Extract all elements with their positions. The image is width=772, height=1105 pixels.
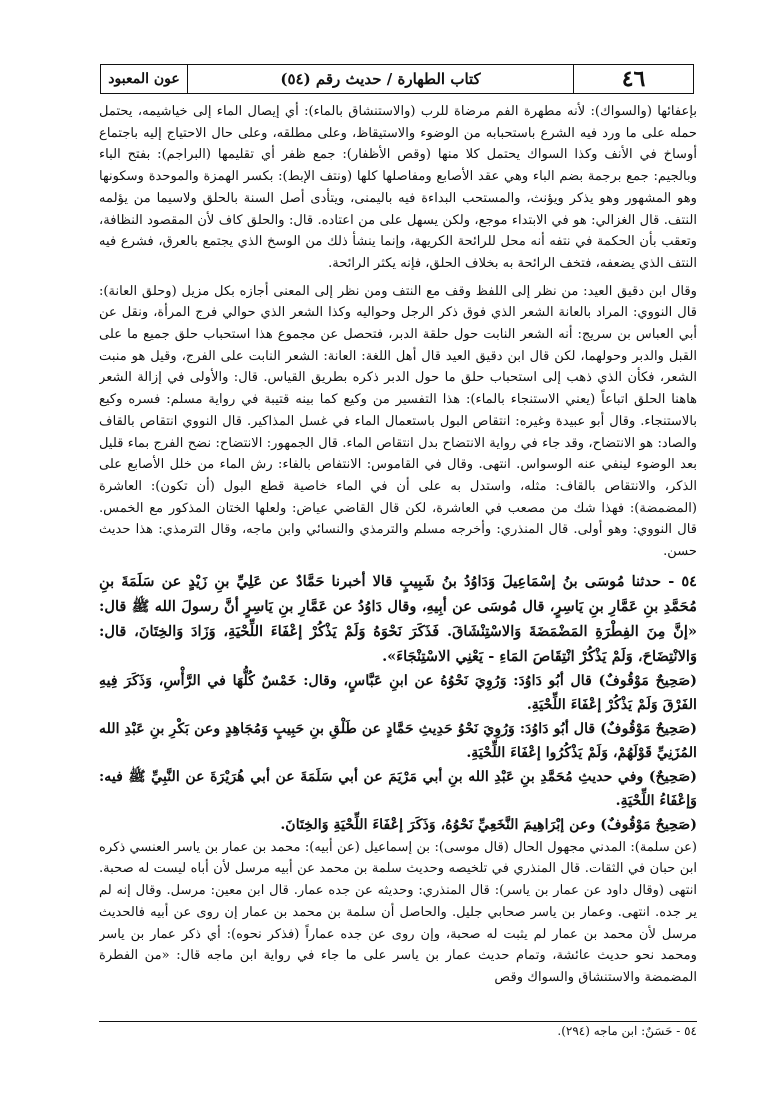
page-number: ٤٦ [573, 65, 693, 93]
hadith-grading: (صَحِيحٌ مَوْقُوفٌ) وعن إبْرَاهِيمَ النَّخَعِيِّ نَحْوُهُ، وَذَكَرَ إعْفَاءَ اللِّحْيَةِ وَالخِتَانَ. [280, 816, 697, 833]
commentary-paragraph: وقال ابن دقيق العيد: من نظر إلى اللفظ وقف مع النتف ومن نظر إلى المعنى أجازه بكل مزيل (وحلق العانة): قال النووي: المراد بالعانة الشعر الذي فوق ذكر الرجل وحواليه وكذا الشعر الذي حوالي فرج المرأة، ونقل عن أبي العباس بن سريج: أنه الشعر النابت حول حلقة الدبر، فتحصل عن مجموع هذا استحباب حلق جميع ما على القبل والدبر وحولهما، لكن قال ابن دقيق العيد قال أهل اللغة: العانة: الشعر النابت على الفرج، وقيل هو منبت الشعر، فكأن الذي ذهب إلى استحباب حلق ما حول الدبر ذكره بطريق القياس. قال: والأولى في إزالة الشعر هاهنا الحلق اتباعاً (يعني الاستنجاء بالماء): هذا التفسير من وكيع كما بينه قتيبة في رواية مسلم: فسره وكيع بالاستنجاء. وقال أبو عبيدة وغيره: انتقاص البول باستعمال الماء في غسل المذاكير. قال النووي انتقاص بالقاف والصاد: هو الانتضاح، وقد جاء في رواية الانتضاح بدل انتقاص الماء. قال الجمهور: الانتضاح: نضح الفرج بماء قليل بعد الوضوء لينفي عنه الوسواس. انتهى. وقال في القاموس: الانتفاص بالفاء: رش الماء من خلل الأصابع على الذكر، والانتقاص بالقاف: مثله، واستدل به على أن في الماء خاصية قطع البول (أن تكون): العاشرة (المضمضة): فهذا شك من مصعب في العاشرة، لكن قال القاضي عياض: ولعلها الختان المذكور مع الخمس. قال النووي: وهو أولى. قال المنذري: وأخرجه مسلم والترمذي والنسائي وابن ماجه، وقال الترمذي: هذا حديث حسن. [99, 283, 697, 560]
hadith-text: ٥٤ - حدثنا مُوسَى بنُ إسْمَاعِيلَ وَدَاوُدُ بنُ شَبِيبٍ قالا أخبرنا حَمَّادٌ عن عَلِيِّ بنِ زَيْدٍ عن سَلَمَةَ بنِ مُحَمَّدِ بنِ عَمَّارِ بنِ يَاسِرٍ، قال مُوسَى عن أبِيهِ، وقال دَاوُدُ عن عَمَّارِ بنِ يَاسِرٍ أنَّ رسولَ الله ﷺ قال: «إنَّ مِنَ الفِطْرَةِ المَضْمَضَةَ وَالاسْتِنْشَاقَ. فَذَكَرَ نَحْوَهُ وَلَمْ يَذْكُرْ إعْفَاءَ اللِّحْيَةِ، وَزَادَ وَالخِتَانَ، قال: وَالانْتِضَاحَ، وَلَمْ يَذْكُرْ انْتِقَاصَ المَاءِ - يَعْنِي الاسْتِنْجَاءَ». [99, 572, 697, 665]
footnote: ٥٤ - حَسَنٌ: ابن ماجه (٢٩٤). [557, 1024, 697, 1038]
hadith-grading: (صَحِيحٌ مَوْقُوفٌ) قال أبُو دَاوُدَ: وَرُوِيَ نَحْوُهُ عن ابنِ عَبَّاسٍ، وقال: خَمْسٌ كُلُّهَا في الرَّأْسِ، وَذَكَرَ فِيهِ الفَرْقَ وَلَمْ يَذْكُرْ إعْفَاءَ اللِّحْيَةِ. [99, 672, 697, 713]
page-body [99, 101, 697, 1091]
commentary-paragraph: بإعفائها (والسواك): لأنه مطهرة الفم مرضاة للرب (والاستنشاق بالماء): أي إيصال الماء إلى خياشيمه، يحتمل حمله على ما ورد فيه الشرع باستحبابه من الوضوء والاستيقاظ، وعلى مطلقه، وعلى حال الاحتياج إليه باجتماع أوساخ في الأنف وكذا السواك يحتمل كلا منها (وقص الأظفار): جمع ظفر أي تقليمها (البراجم): بفتح الباء وبالجيم: جمع برجمة بضم الباء وهي عقد الأصابع ومفاصلها كلها (ونتف الإبط): بكسر الهمزة والموحدة وسكونها وهو المشهور وهو يذكر ويؤنث، والمستحب البداءة فيه باليمنى، ويتأدى أصل السنة بالحلق ولاسيما من يؤلمه النتف. قال الغزالي: هو في الابتداء موجع، ولكن يسهل على من اعتاده. قال: والحلق كاف لأن المقصود النظافة، وتعقب بأن الحكمة في نتفه أنه محل للرائحة الكريهة، وإنما ينشأ ذلك من الوسخ الذي يجتمع بالعرق، فشرع فيه النتف الذي يضعفه، فتخف الرائحة به بخلاف الحلق، فإنه يكثر الرائحة. [99, 104, 697, 271]
running-header [100, 64, 694, 94]
hadith-grading: (صَحِيحٌ) وفي حديثِ مُحَمَّدِ بنِ عَبْدِ الله بنِ أبي مَرْيَمَ عن أبي سَلَمَةَ عن أبي هُرَيْرَةَ عن النَّبِيِّ ﷺ فيه: وَإعْفَاءُ اللِّحْيَةِ. [99, 768, 697, 809]
footnote-divider [99, 1021, 697, 1022]
commentary-paragraph: (عن سلمة): المدني مجهول الحال (قال موسى): بن إسماعيل (عن أبيه): محمد بن عمار بن ياسر العنسي ذكره ابن حبان في الثقات. قال المنذري في تلخيصه وحديث سلمة بن محمد عن أبيه مرسل لأن أباه ليست له صحبة. انتهى (وقال داود عن عمار بن ياسر): قال المنذري: وحديثه عن جده عمار. قال ابن معين: مرسل. وقال إنه لم ير جده. انتهى. وعمار بن ياسر صحابي جليل. والحاصل أن سلمة بن محمد بن عمار إن روى عن أبيه فالحديث مرسل لأن محمد بن عمار لم يثبت له صحبة، وإن روى عن جده عماراً (فذكر نحوه): أي ذكر عمار بن ياسر ومحمد نحو حديث عائشة، وتمام حديث عمار بن ياسر على ما جاء في رواية ابن ماجه قال: «من الفطرة المضمضة والاستنشاق والسواك وقص [99, 839, 697, 985]
book-title: عون المعبود [108, 71, 180, 87]
chapter-title: كتاب الطهارة / حديث رقم (٥٤) [187, 65, 573, 93]
hadith-grading: (صَحِيحٌ مَوْقُوفٌ) قال أبُو دَاوُدَ: وَرُوِيَ نَحْوُ حَدِيثِ حَمَّادٍ عن طَلْقِ بنِ حَبِيبٍ وَمُجَاهِدٍ وعن بَكْرِ بنِ عَبْدِ الله المُزَنِيِّ قَوْلَهُمْ، وَلَمْ يَذْكُرُوا إعْفَاءَ اللِّحْيَةِ. [99, 720, 697, 761]
